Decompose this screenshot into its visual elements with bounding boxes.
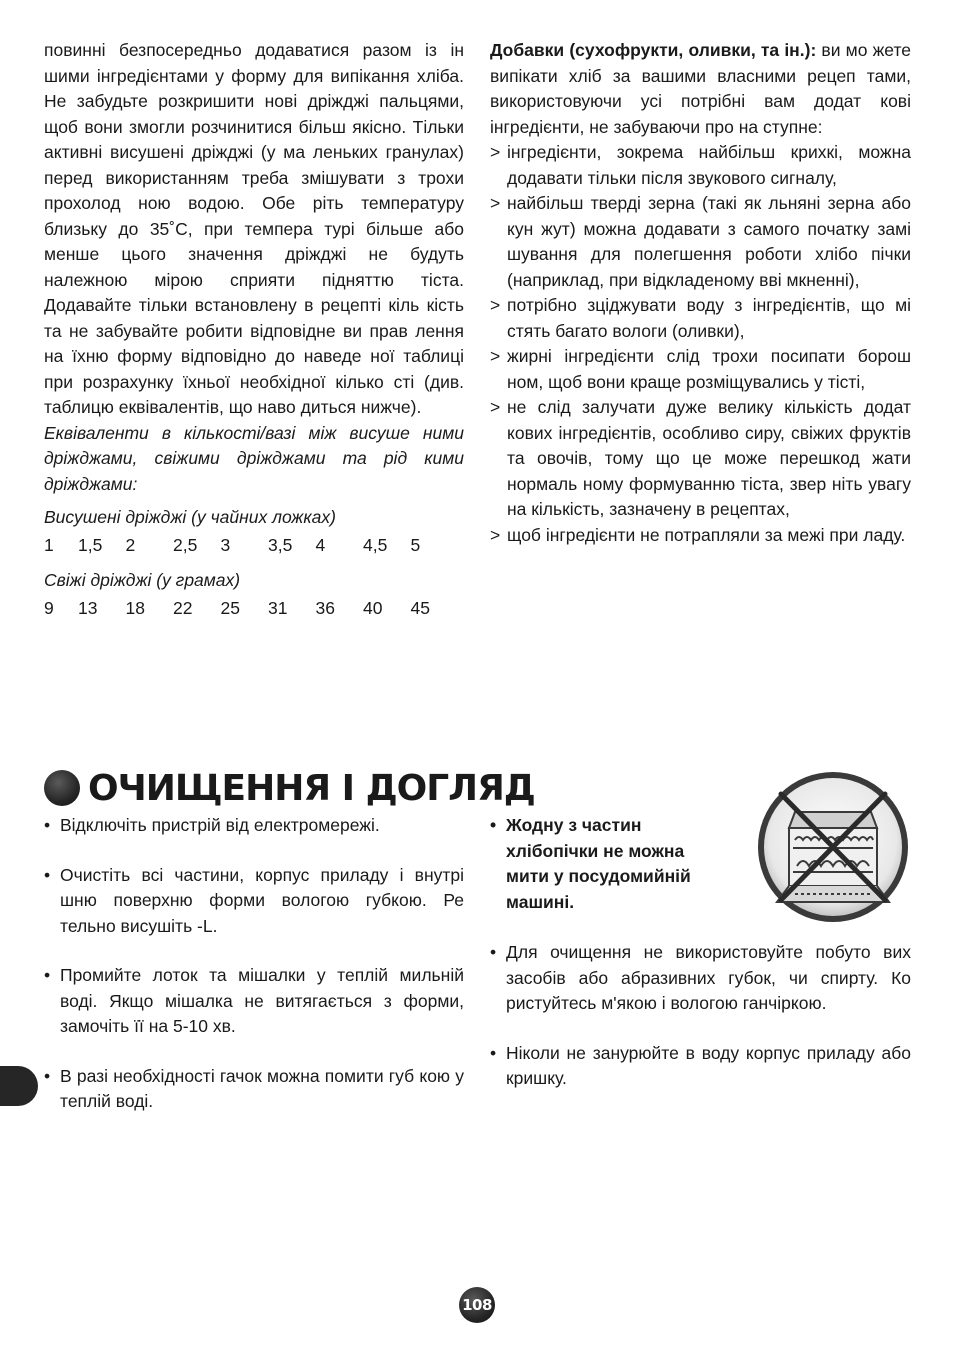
fresh-yeast-values bbox=[44, 596, 464, 622]
bullet-icon: • bbox=[44, 815, 51, 835]
table-cell: 1 bbox=[44, 534, 54, 555]
additives-paragraph bbox=[490, 38, 911, 140]
list-item bbox=[490, 191, 911, 293]
bullet-icon: • bbox=[44, 965, 51, 985]
table-cell: 4,5 bbox=[363, 534, 388, 555]
list-marker: > bbox=[490, 193, 501, 213]
yeast-intro-text: повинні безпосередньо додаватися разом із ін шими інгредієнтами у форму для випікання хліба. Не забудьте розкришити нові дріжджі пальцями, щоб вони змогли розчинитися більш якісно. Тільки активні висушені дріжджі (у ма леньких гранулах) перед використанням треба змішувати з трохи прохолод ною водою. Обе ріть температуру близьку до 35˚С, при темпера турі більше або менше цього значення дріжджі не будуть належною мірою сприяти підняттю тіста. Додавайте тільки встановлену в рецепті кіль кість та не забувайте робити відповідне ви прав лення на їхню форму відповідно до наведе ної таблиці при розрахунку їхньої необхідної кілько сті (див. таблицю еквівалентів, що наво диться нижче). bbox=[44, 40, 464, 417]
bullet-icon: • bbox=[490, 815, 497, 835]
list-marker: > bbox=[490, 397, 501, 417]
fresh-yeast-label: Свіжі дріжджі (у грамах) bbox=[44, 570, 241, 590]
dry-yeast-values bbox=[44, 533, 464, 559]
list-item bbox=[44, 963, 464, 1040]
table-cell: 18 bbox=[125, 597, 145, 618]
table-cell: 40 bbox=[363, 597, 383, 618]
list-item-text: Відключіть пристрій від електромережі. bbox=[60, 815, 380, 835]
right-column bbox=[490, 38, 911, 548]
table-cell: 13 bbox=[78, 597, 98, 618]
list-item bbox=[490, 293, 911, 344]
list-item-text: найбільш тверді зерна (такі як льняні зерна або кун жут) можна додавати з самого початку замі шування для полегшення роботи хлібо пічки (наприклад, при відкладеному вві мкненні), bbox=[507, 193, 911, 290]
bullet-icon: • bbox=[490, 1042, 497, 1063]
page-number: 108 bbox=[459, 1287, 495, 1323]
no-dishwasher-icon bbox=[755, 770, 911, 924]
list-item-text: не слід залучати дуже велику кількість додат кових інгредієнтів, особливо сиру, свіжих фруктів та овочів, тому що це може перешкод жати нормаль ному формуванню тіста, звер ніть увагу на кількість, зазначену в рецептах, bbox=[507, 397, 911, 519]
list-marker: > bbox=[490, 142, 501, 162]
section-heading bbox=[44, 762, 535, 814]
section-title: ОЧИЩЕННЯ І ДОГЛЯД bbox=[88, 767, 535, 809]
list-item bbox=[490, 344, 911, 395]
list-item-text: Очистіть всі частини, корпус приладу і внутрі шню поверхню форми вологою губкою. Ре тельно висушіть -L. bbox=[60, 864, 464, 936]
list-item bbox=[44, 813, 464, 839]
section-bullet-icon bbox=[44, 770, 80, 806]
side-tab-marker bbox=[0, 1066, 38, 1106]
table-cell: 45 bbox=[410, 597, 430, 618]
table-cell: 1,5 bbox=[78, 534, 103, 555]
list-item bbox=[490, 523, 911, 549]
list-item-text: щоб інгредієнти не потрапляли за межі при ладу. bbox=[507, 524, 906, 545]
cleaning-steps-right bbox=[490, 940, 911, 1116]
list-marker: > bbox=[490, 524, 501, 545]
table-cell: 22 bbox=[173, 597, 193, 618]
dry-yeast-label: Висушені дріжджі (у чайних ложках) bbox=[44, 507, 336, 527]
bullet-icon: • bbox=[44, 1065, 51, 1086]
list-item bbox=[490, 140, 911, 191]
bullet-icon: • bbox=[490, 942, 497, 962]
list-item-text: інгредієнти, зокрема найбільш крихкі, можна додавати тільки після звукового сигналу, bbox=[507, 142, 911, 188]
table-cell: 5 bbox=[410, 534, 421, 555]
list-item bbox=[490, 1041, 911, 1092]
additives-intro: ви мо жете випікати хліб за вашими власними рецеп тами, використовуючи усі потрібні вам додат кові інгредієнти, не забуваючи про на ступне: bbox=[490, 40, 911, 137]
warning-text: Жодну з частин хлібопічки не можна мити у посудомийній машині. bbox=[506, 815, 691, 912]
list-item-text: Для очищення не використовуйте побуто вих засобів або абразивних губок, чи спирту. Ко ристуйтесь м'якою і вологою ганчіркою. bbox=[506, 942, 911, 1013]
table-cell: 3 bbox=[220, 534, 231, 555]
dishwasher-warning bbox=[490, 813, 730, 915]
equivalents-note: Еквіваленти в кількості/вазі між висуше ними дріжджами, свіжими дріжджами та рід кими дріжджами: bbox=[44, 422, 464, 494]
list-marker: > bbox=[490, 295, 501, 315]
list-item-text: Ніколи не занурюйте в воду корпус приладу або кришку. bbox=[506, 1042, 911, 1088]
table-cell: 31 bbox=[268, 597, 288, 618]
list-item-text: Промийте лоток та мішалки у теплій мильній воді. Якщо мішалка не витягається з форми, замочіть її на 5-10 хв. bbox=[60, 965, 464, 1036]
bullet-icon: • bbox=[44, 864, 51, 885]
table-cell: 2 bbox=[125, 534, 136, 555]
table-cell: 2,5 bbox=[173, 534, 198, 555]
list-item-text: потрібно зціджувати воду з інгредієнтів, що мі стять багато вологи (оливки), bbox=[507, 295, 911, 341]
list-item-text: В разі необхідності гачок можна помити губ кою у теплій воді. bbox=[60, 1065, 464, 1111]
list-item bbox=[44, 863, 464, 940]
list-item bbox=[44, 1064, 464, 1115]
left-column bbox=[44, 38, 464, 621]
table-cell: 4 bbox=[315, 534, 326, 555]
cleaning-steps-left bbox=[44, 813, 464, 1139]
table-cell: 3,5 bbox=[268, 534, 293, 555]
additives-heading: Добавки (сухофрукти, оливки, та ін.): bbox=[490, 40, 817, 60]
list-item bbox=[490, 395, 911, 523]
list-item bbox=[490, 940, 911, 1017]
table-cell: 9 bbox=[44, 597, 54, 618]
table-cell: 36 bbox=[315, 597, 335, 618]
table-cell: 25 bbox=[220, 597, 240, 618]
list-marker: > bbox=[490, 346, 501, 366]
list-item-text: жирні інгредієнти слід трохи посипати борош ном, щоб вони краще розміщувались у тісті, bbox=[507, 346, 911, 392]
